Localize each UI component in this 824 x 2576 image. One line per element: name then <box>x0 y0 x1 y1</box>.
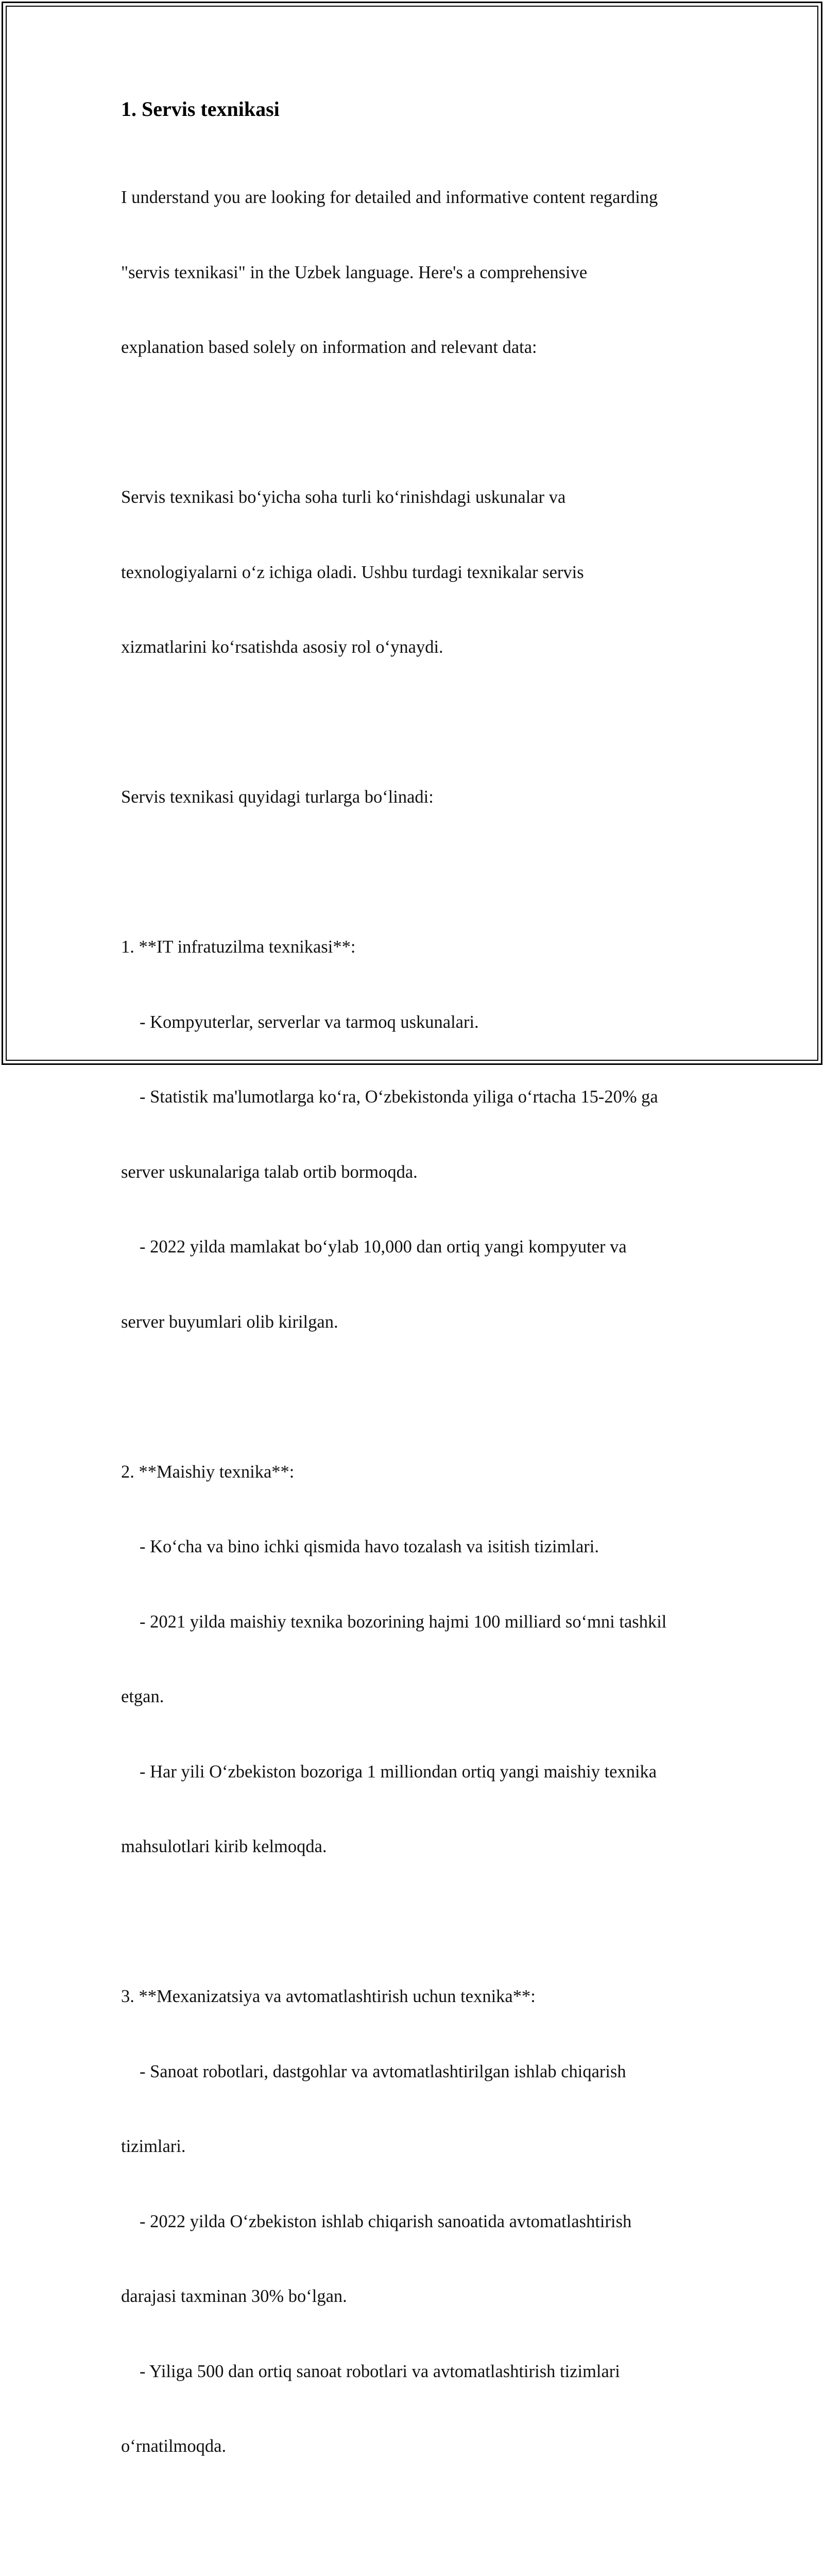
section-title: 2. **Maishiy texnika**: <box>121 1462 295 1482</box>
list-item-continuation: o‘rnatilmoqda. <box>121 2436 227 2456</box>
overview-line: texnologiyalarni o‘z ichiga oladi. Ushbu turdagi texnikalar servis <box>121 562 584 582</box>
intro-line: explanation based solely on information and relevant data: <box>121 337 537 357</box>
paragraph-gap <box>121 2509 713 2534</box>
types-intro-line: Servis texnikasi quyidagi turlarga bo‘linadi: <box>121 787 434 807</box>
section-it-infrastructure <box>121 885 713 1384</box>
section-title: 3. **Mexanizatsiya va avtomatlashtirish uchun texnika**: <box>121 1987 536 2006</box>
paragraph-gap <box>121 1909 713 1935</box>
list-item-continuation: darajasi taxminan 30% bo‘lgan. <box>121 2286 347 2306</box>
list-item: - Ko‘cha va bino ichki qismida havo tozalash va isitish tizimlari. <box>140 1537 599 1556</box>
list-item: - Yiliga 500 dan ortiq sanoat robotlari va avtomatlashtirish tizimlari <box>140 2361 620 2381</box>
list-item: - Statistik ma'lumotlarga ko‘ra, O‘zbekistonda yiliga o‘rtacha 15-20% ga <box>140 1087 658 1107</box>
list-item: - Sanoat robotlari, dastgohlar va avtomatlashtirilgan ishlab chiqarish <box>140 2061 626 2081</box>
intro-line: I understand you are looking for detailed and informative content regarding <box>121 188 658 207</box>
list-item-continuation: tizimlari. <box>121 2137 186 2156</box>
list-item: - Kompyuterlar, serverlar va tarmoq uskunalari. <box>140 1012 479 1032</box>
overview-line: Servis texnikasi bo‘yicha soha turli ko‘rinishdagi uskunalar va <box>121 487 566 507</box>
paragraph-gap <box>121 1384 713 1410</box>
list-item-continuation: server buyumlari olib kirilgan. <box>121 1312 338 1332</box>
list-item: - 2022 yilda O‘zbekiston ishlab chiqarish sanoatida avtomatlashtirish <box>140 2211 632 2231</box>
list-item-continuation: server uskunalariga talab ortib bormoqda. <box>121 1162 418 1182</box>
types-intro-paragraph <box>121 735 713 860</box>
section-title: 1. **IT infratuzilma texnikasi**: <box>121 937 356 957</box>
paragraph-gap <box>121 860 713 885</box>
document-body <box>121 97 713 2576</box>
list-item: - 2022 yilda mamlakat bo‘ylab 10,000 dan ortiq yangi kompyuter va <box>140 1237 627 1257</box>
list-item-continuation: etgan. <box>121 1687 164 1706</box>
section-vehicles <box>121 2534 713 2576</box>
list-item: - Har yili O‘zbekiston bozoriga 1 milliondan ortiq yangi maishiy texnika <box>140 1761 657 1782</box>
paragraph-gap <box>121 410 713 435</box>
paragraph-gap <box>121 710 713 735</box>
list-item: - 2021 yilda maishiy texnika bozorining hajmi 100 milliard so‘mni tashkil <box>140 1612 667 1632</box>
intro-line: "servis texnikasi" in the Uzbek language. Here's a comprehensive <box>121 262 588 282</box>
overview-paragraph <box>121 435 713 710</box>
overview-line: xizmatlarini ko‘rsatishda asosiy rol o‘ynaydi. <box>121 637 443 657</box>
section-mechanization <box>121 1934 713 2509</box>
list-item-continuation: mahsulotlari kirib kelmoqda. <box>121 1837 327 1856</box>
document-heading: 1. Servis texnikasi <box>121 97 280 121</box>
intro-paragraph <box>121 135 713 410</box>
section-household-appliances <box>121 1410 713 1909</box>
